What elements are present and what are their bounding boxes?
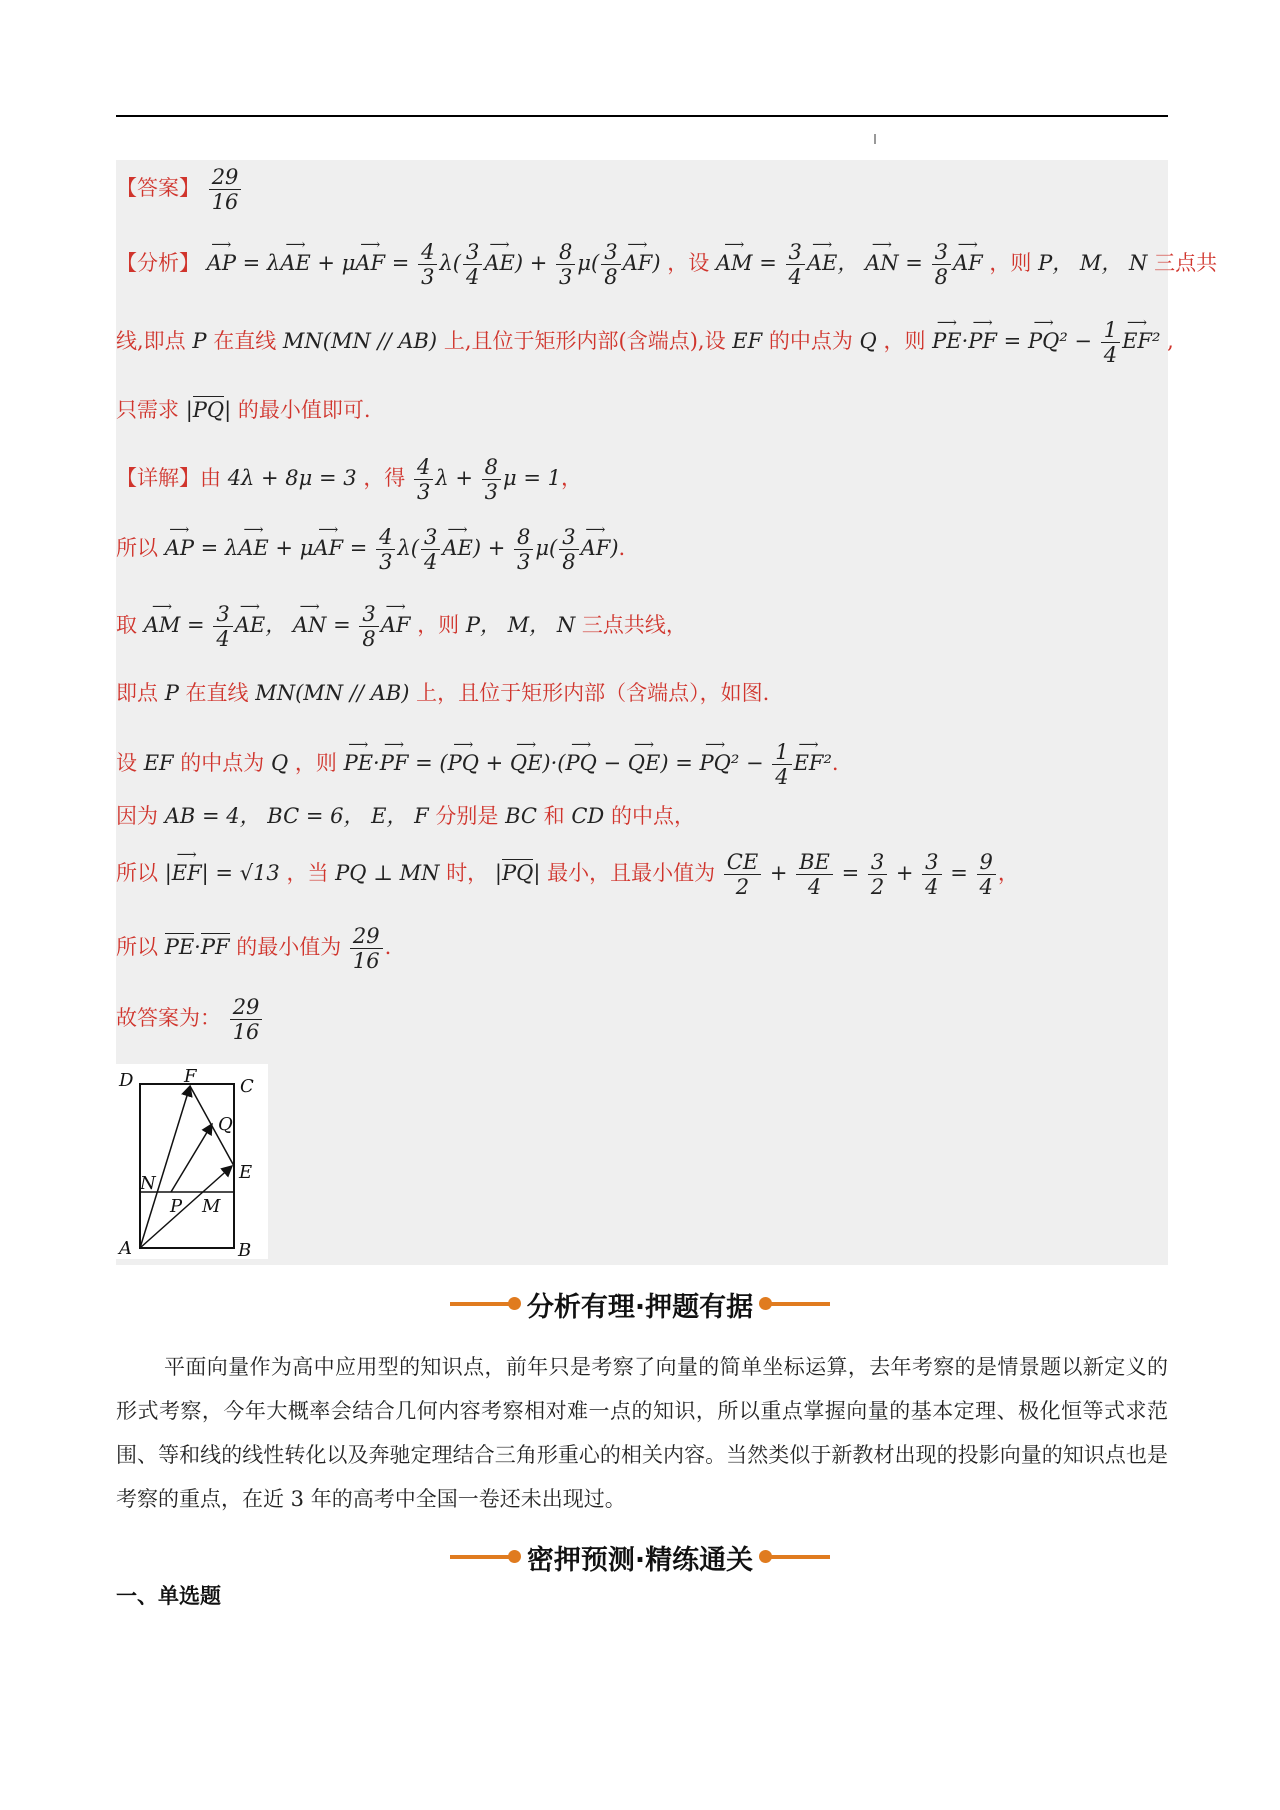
analysis-formula-1: ⟶ AP = λ⟶ AE + μ⟶ AF = $\frac{4}{3}$ λ( $\frac{3}{4}$ ⟶ AE) + $\frac{8}{3}$ μ( $\frac{3}{8}$ ⟶ AF) [207,251,661,275]
final-answer-line [116,995,264,1044]
analysis-text-1b: ，则 [989,251,1032,276]
detail-line-5: 设 EF 的中点为 Q ，则 ⟶ PE·⟶ PF = (⟶ PQ + ⟶ QE)·(⟶ PQ − ⟶ QE) = ⟶ PQ² − $\frac{1}{4}$ ⟶ EF². [116,740,839,789]
rectangle-diagram [116,1064,268,1259]
analysis-line-2: 线,即点 P 在直线 MN(MN // AB) 上,且位于矩形内部(含端点),设 EF 的中点为 Q ，则 ⟶ PE·⟶ PF = ⟶ PQ² − $\frac{1}{4}$ ⟶ EF² , [116,318,1174,367]
analysis-text-2c: 上,且位于矩形内部(含端点),设 [443,329,726,354]
label-m: M [202,1196,221,1217]
analysis-paragraph: 平面向量作为高中应用型的知识点，前年只是考察了向量的简单坐标运算，去年考察的是情景题以新定义的形式考察，今年大概率会结合几何内容考察相对难一点的知识，所以重点掌握向量的基本定理、极化恒等式求范围、等和线的线性转化以及奔驰定理结合三角形重心的相关内容。当然类似于新教材出现的投影向量的知识点也是考察的重点，在近 3 年的高考中全国一卷还未出现过。 [116,1355,1168,1511]
vector-af [140,1086,190,1248]
detail-line-8: 所以 PE·PF 的最小值为 $\frac{29}{16}$ . [116,924,392,974]
final-label: 故答案为： [116,1006,221,1031]
analysis-text-2d: 的中点为 [768,329,853,354]
answer-line [116,165,243,214]
answer-fraction: $\frac{29}{16}$ [209,165,242,214]
label-a: A [119,1238,132,1259]
detail-label: 【详解】 [116,466,200,491]
analysis-formula-3: ⟶ PE·⟶ PF = ⟶ PQ² − $\frac{1}{4}$ ⟶ EF² [932,329,1160,353]
detail-line-3: 取 ⟶ AM = $\frac{3}{4}$ ⟶ AE， ⟶ AN = $\frac{3}{8}$ ⟶ AF ，则 P， M， N 三点共线， [116,602,687,651]
section-banner-practice [450,1536,830,1576]
detail-line-2: 所以 ⟶ AP = λ⟶ AE + μ⟶ AF = $\frac{4}{3}$ λ( $\frac{3}{4}$ ⟶ AE) + $\frac{8}{3}$ μ( $\frac{3}{8}$ ⟶ AF). [116,525,625,574]
label-p: P [170,1196,183,1217]
label-c: C [240,1076,254,1097]
analysis-line-3: 只需求 |PQ| 的最小值即可. [116,398,371,422]
final-fraction: $\frac{29}{16}$ [230,995,263,1044]
answer-label: 【答案】 [116,176,200,201]
section-banner-analysis [450,1283,830,1323]
label-e: E [239,1162,253,1183]
analysis-line-1: 【分析】 ⟶ AP = λ⟶ AE + μ⟶ AF = $\frac{4}{3}$ λ( $\frac{3}{4}$ ⟶ AE) + $\frac{8}{3}$ μ( $\frac{3}{8}$ ⟶ AF) ，设 ⟶ AM = $\frac{3}{4}$ ⟶ AE， ⟶ AN = $\frac{3}{8}$ ⟶ AF ，则 P， M， N 三点共 [116,240,1217,289]
analysis-text-2e: ，则 [883,329,926,354]
label-q: Q [218,1114,233,1135]
analysis-text-1: ，设 [667,251,710,276]
label-f: F [184,1066,197,1087]
analysis-text-2b: 在直线 [213,329,277,354]
vector-pq [171,1124,212,1192]
header-rule [116,115,1168,117]
analysis-text-2a: 线,即点 [116,329,186,354]
geometry-figure [116,1064,268,1259]
analysis-text-3a: 只需求 [116,398,179,422]
label-b: B [238,1240,252,1259]
label-n: N [140,1173,156,1194]
detail-line-4: 即点 P 在直线 MN(MN // AB) 上，且位于矩形内部（含端点），如图. [116,681,770,705]
analysis-label: 【分析】 [116,251,200,276]
single-choice-heading: 一、单选题 [116,1584,221,1608]
analysis-formula-2: ⟶ AM = $\frac{3}{4}$ ⟶ AE， ⟶ AN = $\frac{3}{8}$ ⟶ AF [716,251,983,275]
detail-line-6: 因为 AB = 4， BC = 6， E， F 分别是 BC 和 CD 的中点， [116,804,695,828]
label-d: D [119,1070,134,1091]
section-title-practice: 密押预测·精练通关 [526,1545,754,1576]
detail-line-7: 所以 |⟶ EF| = √13 ，当 PQ ⊥ MN 时， |PQ| 最小，且最小值为 $\frac{CE}{2}$ + $\frac{BE}{4}$ = $\frac{3}{2}$ + $\frac{3}{4}$ = $\frac{9}{4}$ ， [116,850,1019,899]
section-title-analysis: 分析有理·押题有据 [526,1292,754,1323]
analysis-text-1c: 三点共 [1154,251,1218,276]
detail-line-1: 【详解】由 4λ + 8μ = 3 ，得 $\frac{4}{3}$ λ + $\frac{8}{3}$ μ = 1， [116,455,582,505]
header-mark [874,134,876,144]
analysis-text-3b: 的最小值即可. [237,398,371,422]
